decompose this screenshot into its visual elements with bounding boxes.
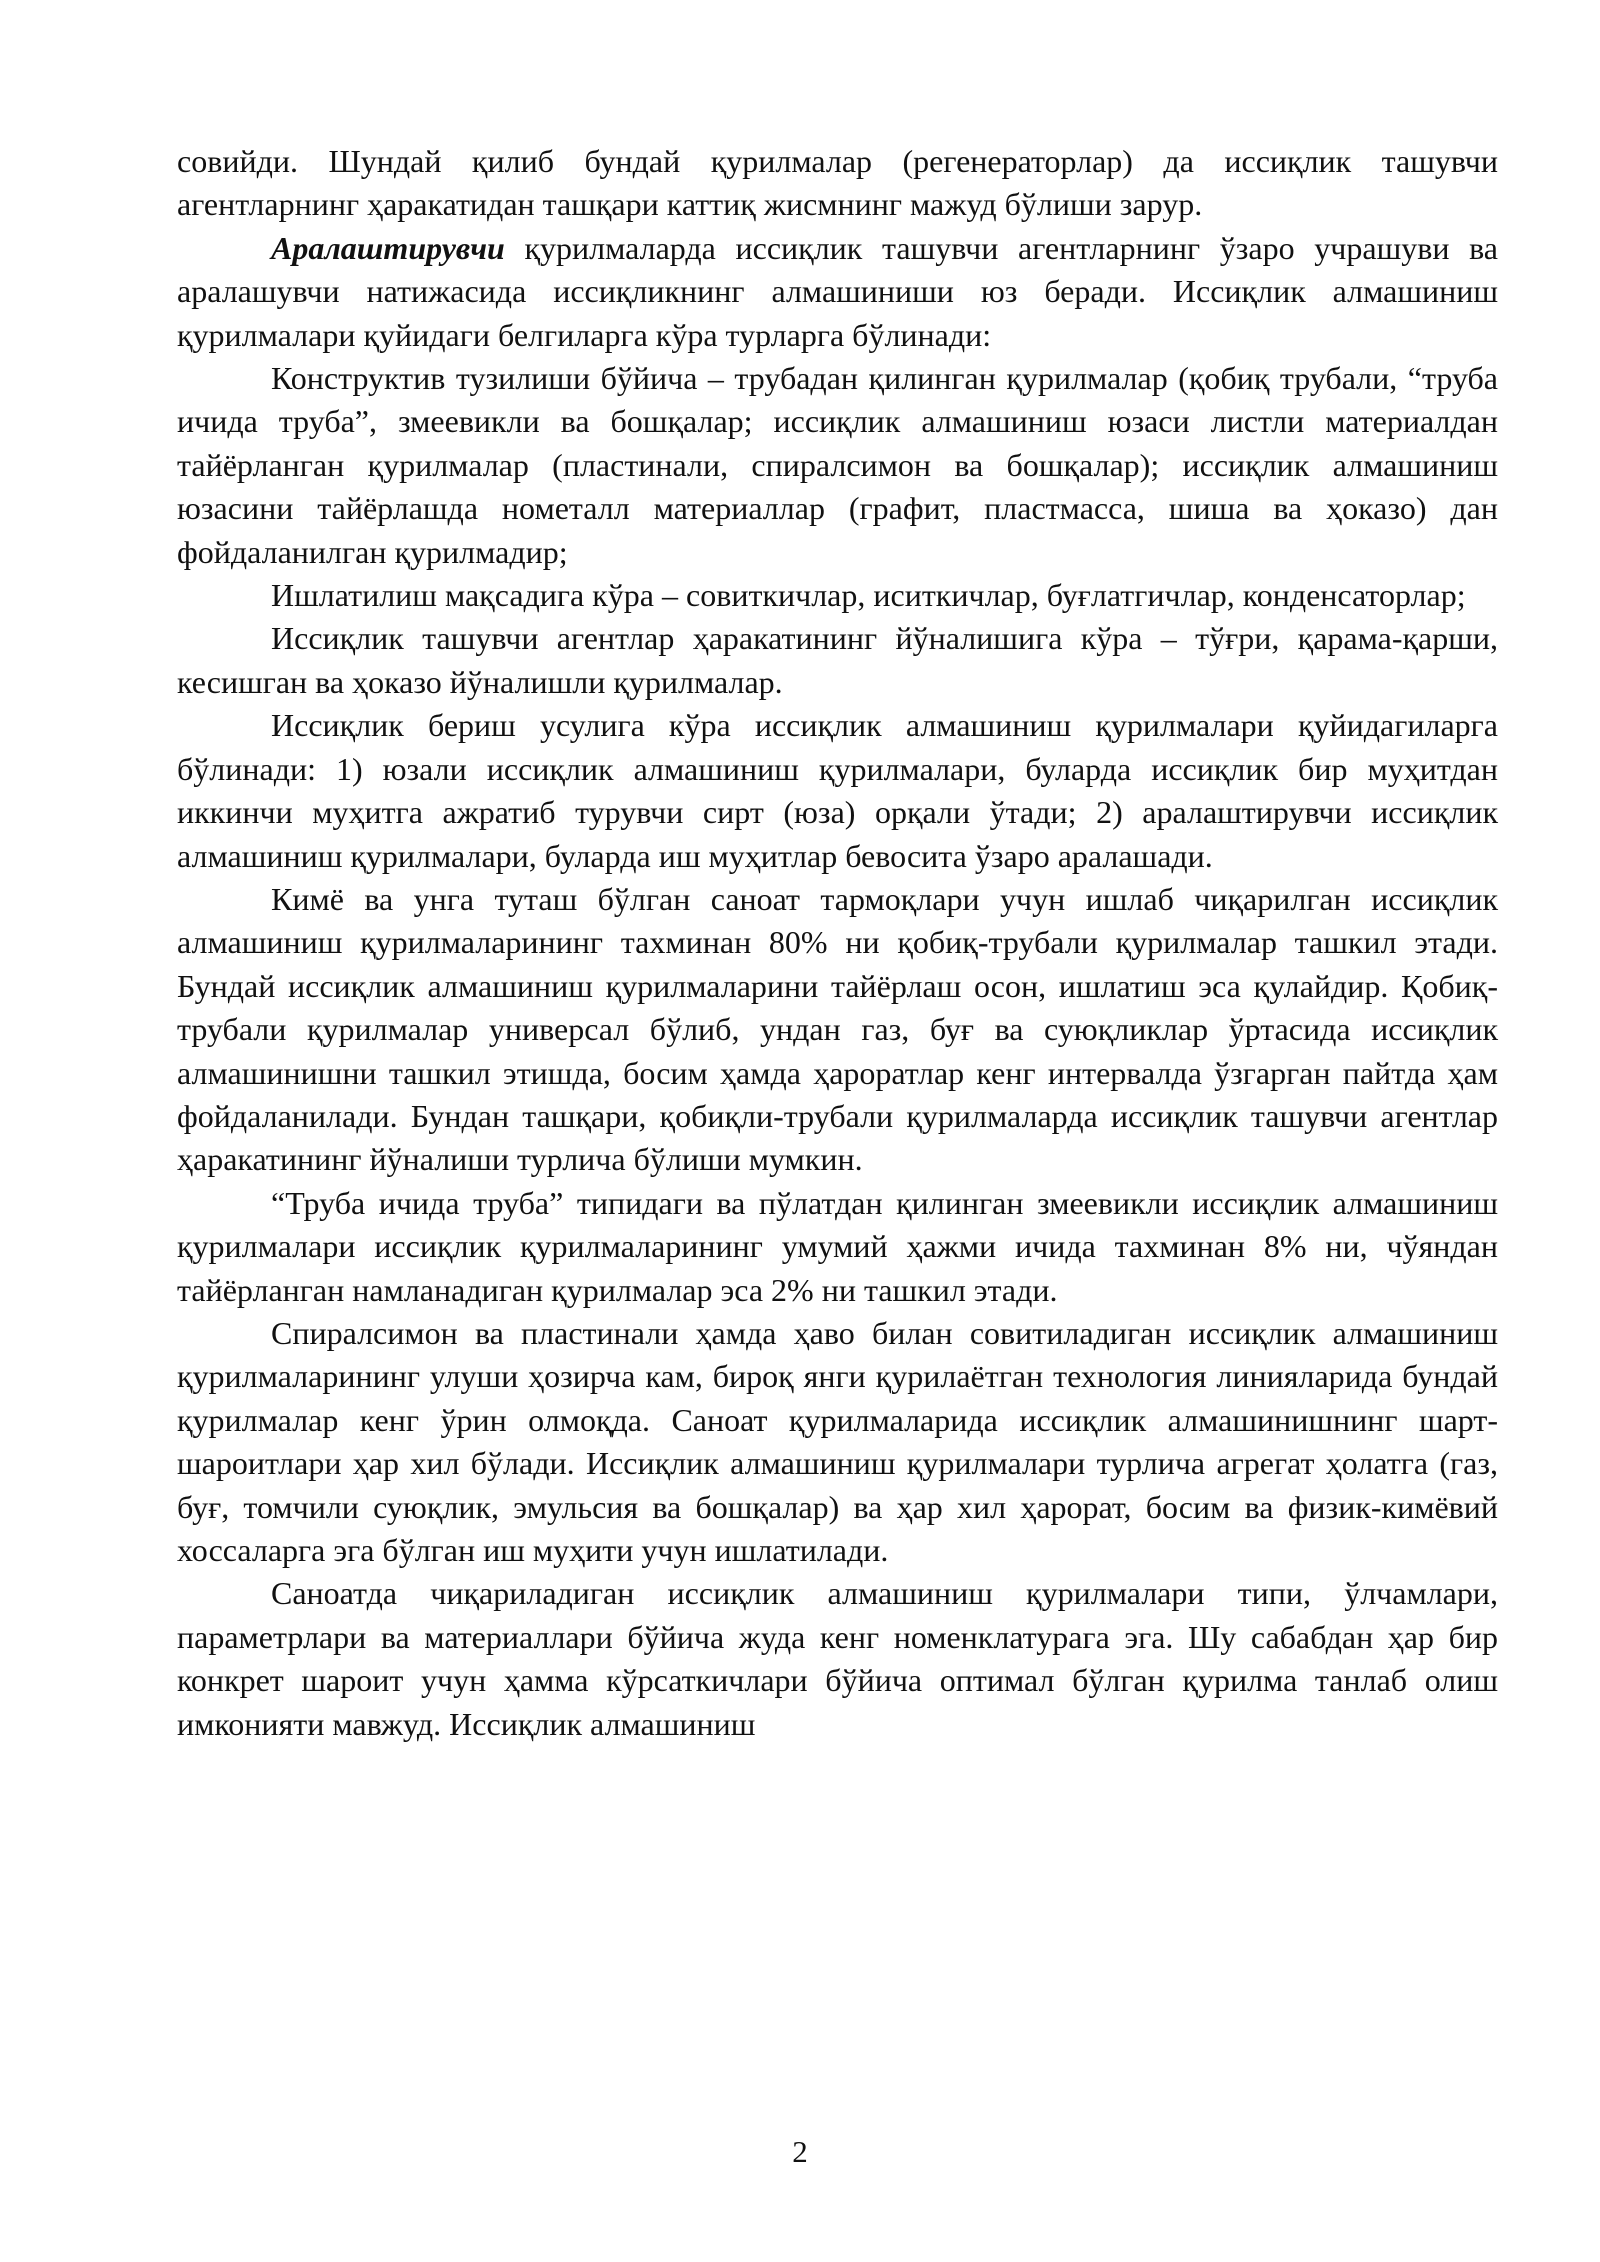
paragraph-3: Конструктив тузилиши бўйича – трубадан қилинган қурилмалар (қобиқ трубали, “труба ичида труба”, змеевикли ва бошқалар; иссиқлик алмашиниш юзаси листли материалдан тайёрланган қурилмалар (пластинали, спиралсимон ва бошқалар); иссиқлик алмашиниш юзасини тайёрлашда нометалл материаллар (графит, пластмасса, шиша ва ҳоказо) дан фойдаланилган қурилмадир;: [177, 360, 1498, 570]
paragraph-4: Ишлатилиш мақсадига кўра – совиткичлар, иситкичлар, буғлатгичлар, конденсаторлар;: [271, 577, 1466, 614]
paragraph-2-text: қурилмаларда иссиқлик ташувчи агентларнинг ўзаро учрашуви ва аралашувчи натижасида иссиқликнинг алмашиниши юз беради. Иссиқлик алмашиниш қурилмалари қуйидаги белгиларга кўра турларга бўлинади:: [177, 229, 1498, 353]
paragraph-6: Иссиқлик бериш усулига кўра иссиқлик алмашиниш қурилмалари қуйидагиларга бўлинади: 1) юзали иссиқлик алмашиниш қурилмалари, буларда иссиқлик бир муҳитдан иккинчи муҳитга ажратиб турувчи сирт (юза) орқали ўтади; 2) аралаштирувчи иссиқлик алмашиниш қурилмалари, буларда иш муҳитлар бевосита ўзаро аралашади.: [177, 707, 1498, 874]
paragraph-7: Кимё ва унга туташ бўлган саноат тармоқлари учун ишлаб чиқарилган иссиқлик алмашиниш қурилмаларининг тахминан 80% ни қобиқ-трубали қурилмалар ташкил этади. Бундай иссиқлик алмашиниш қурилмаларини тайёрлаш осон, ишлатиш эса қулайдир. Қобиқ-трубали қурилмалар универсал бўлиб, ундан газ, буғ ва суюқликлар ўртасида иссиқлик алмашинишни ташкил этишда, босим ҳамда ҳароратлар кенг интервалда ўзгарган пайтда ҳам фойдаланилади. Бундан ташқари, қобиқли-трубали қурилмаларда иссиқлик ташувчи агентлар ҳаракатининг йўналиши турлича бўлиши мумкин.: [177, 880, 1498, 1178]
page-number: 2: [792, 2134, 808, 2169]
document-page: [177, 140, 1498, 1746]
paragraph-9: Спиралсимон ва пластинали ҳамда ҳаво билан совитиладиган иссиқлик алмашиниш қурилмаларининг улуши ҳозирча кам, бироқ янги қурилаётган технология линияларида бундай қурилмалар кенг ўрин олмоқда. Саноат қурилмаларида иссиқлик алмашинишнинг шарт-шароитлари ҳар хил бўлади. Иссиқлик алмашиниш қурилмалари турлича агрегат ҳолатга (газ, буғ, томчили суюқлик, эмульсия ва бошқалар) ва ҳар хил ҳарорат, босим ва физик-кимёвий хоссаларга эга бўлган иш муҳити учун ишлатилади.: [177, 1314, 1498, 1568]
paragraph-2: [177, 227, 1498, 357]
paragraph-1: совийди. Шундай қилиб бундай қурилмалар (регенераторлар) да иссиқлик ташувчи агентларнинг ҳаракатидан ташқари каттиқ жисмнинг мажуд бўлиши зарур.: [177, 143, 1498, 223]
paragraph-8: “Труба ичида труба” типидаги ва пўлатдан қилинган змеевикли иссиқлик алмашиниш қурилмалари иссиқлик қурилмаларининг умумий ҳажми ичида тахминан 8% ни, чўяндан тайёрланган намланадиган қурилмалар эса 2% ни ташкил этади.: [177, 1184, 1498, 1308]
paragraph-5: Иссиқлик ташувчи агентлар ҳаракатининг йўналишига кўра – тўғри, қарама-қарши, кесишган ва ҳоказо йўналишли қурилмалар.: [177, 620, 1498, 700]
paragraph-10: Саноатда чиқариладиган иссиқлик алмашиниш қурилмалари типи, ўлчамлари, параметрлари ва материаллари бўйича жуда кенг номенклатурага эга. Шу сабабдан ҳар бир конкрет шароит учун ҳамма кўрсаткичлари бўйича оптимал бўлган қурилма танлаб олиш имконияти мавжуд. Иссиқлик алмашиниш: [177, 1575, 1498, 1742]
emphasized-term: Аралаштирувчи: [271, 229, 505, 266]
